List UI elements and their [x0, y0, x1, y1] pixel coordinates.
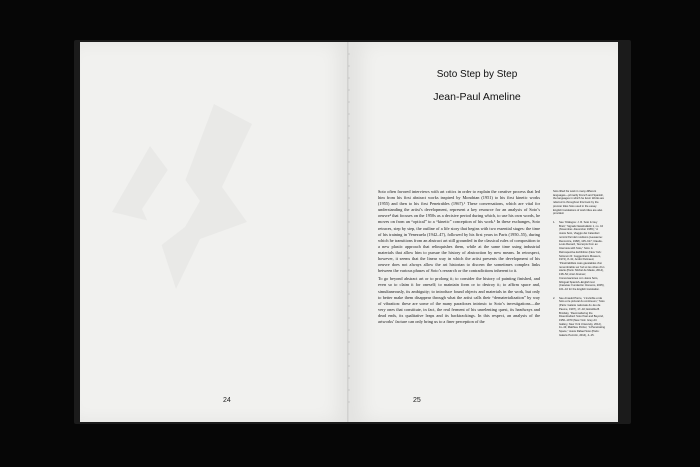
essay-title: Soto Step by Step: [436, 69, 518, 80]
body-paragraph-2: To go beyond abstract art or to prolong it; to consider the history of painting finished, and even so to claim it for oneself; to maintain form or to destroy it; to affirm space and, simultaneously, its ambiguity; to introduce found objects and materials in the work, but only to better make them disappear through what the artist calls their “dematerialization” by way of vibration: these are some of the many paradoxes intrinsic to Soto’s investigations—the very ones that constitute, in fact, the real ferment of his unrelenting quest, its headways and dead ends, its qualitative leaps and its backtrackings. In this respect, an analysis of the artworks’ facture can only bring us to a finer perception of the: [378, 276, 540, 324]
footnote-text: See “Diálogos: J. R. Soto & Guy Brett,” Signals Newsbulletin 1, no. 10 (November–December 1965); “A Jesús Soto, Viaggio dei Calendari nomini Pari del modismo (Lausanne: Rencontre, 1968), 105–617; Claude-Louis Renard, “Excerpts from an Interview with Soto,” Soto: A Retrospective Exhibition (New York: Solomon R. Guggenheim Museum, 1974), 8–31; André Parinaud, “Pénétrabilités mais géostables d’un remembrable sur l’art et les vibes d’un siècle (Paris: Michel de Maule, 2014), 138–52; Ariel Jiménez, Conversaciones con Jesús Soto, bilingual Spanish–English text (Caracas: Fundación Cisneros, 2005), 101–10 for the English translation.: [559, 221, 605, 291]
footnote-1: [553, 221, 605, 292]
left-page: [80, 42, 350, 422]
footnote-number: 1.: [553, 221, 556, 225]
footnotes-column: [553, 190, 605, 343]
essay-author: Jean-Paul Ameline: [433, 91, 521, 103]
notes-intro: Soto lifted his work in many different languages—primarily French and Spanish, the languages in which he lived. Works are referred to throughout this book by the premier titles Soto used in the essay. English translations of work titles are also provided.: [553, 190, 605, 216]
right-page: [350, 42, 618, 422]
footnote-text: See Arnauld Pierre, “L’invisible et de Soto et le pictural du continuum,” Soto (Paris: Galerie nationale du Jeu de Paume, 1997), 17–32; Estrellita B. Brodsky, “Reconsidering the Disembodied: Soto Past and Beyond, 1950–1970 (New York: Grey Art Gallery, New York University, 2012), 11–43; Matthieu Poirier, “A Penetrating Space,” Jesús Rafael Soto (Paris: Galerie Perrotin, 2014), 4–15.: [559, 296, 605, 337]
right-page-number: 25: [413, 397, 421, 404]
essay-title-block: [392, 69, 562, 104]
body-paragraph-1: Soto often favored interviews with art critics in order to explain the creative process that led him from his first abstract works inspired by Mondrian (1951) to his first kinetic works (1955) and then to his first Penetrables (1967).¹ These conversations, which are vital for understanding the artist’s development, represent a key resource for an analysis of Soto’s oeuvre² that focuses on the 1950s as a decisive period during which, to use his own words, he moves on from an “optical” to a “kinetic” conception of his work.¹ In these exchanges, Soto retraces, step by step, the outline of a life story that begins with two essential stages: the time of his training in Venezuela (1942–47), followed by his first years in Paris (1950–55), during which he transitions from an abstract art still grounded in the classical rules of composition to a new plastic approach that relinquishes them, while at the same time using industrial materials that allow him to pursue the history of abstraction by new means. In retrospect, however, it seems that the linear way in which the artist presents the development of his oeuvre does not always allow the art historian to discern the sometimes complex links between the various phases of Soto’s research or the contradictions inherent to it.: [378, 189, 540, 274]
footnote-2: [553, 297, 605, 338]
footnote-number: 2.: [553, 296, 556, 300]
faint-artwork-image: [112, 104, 252, 289]
left-page-number: 24: [223, 397, 231, 404]
essay-body-column: [378, 189, 540, 327]
